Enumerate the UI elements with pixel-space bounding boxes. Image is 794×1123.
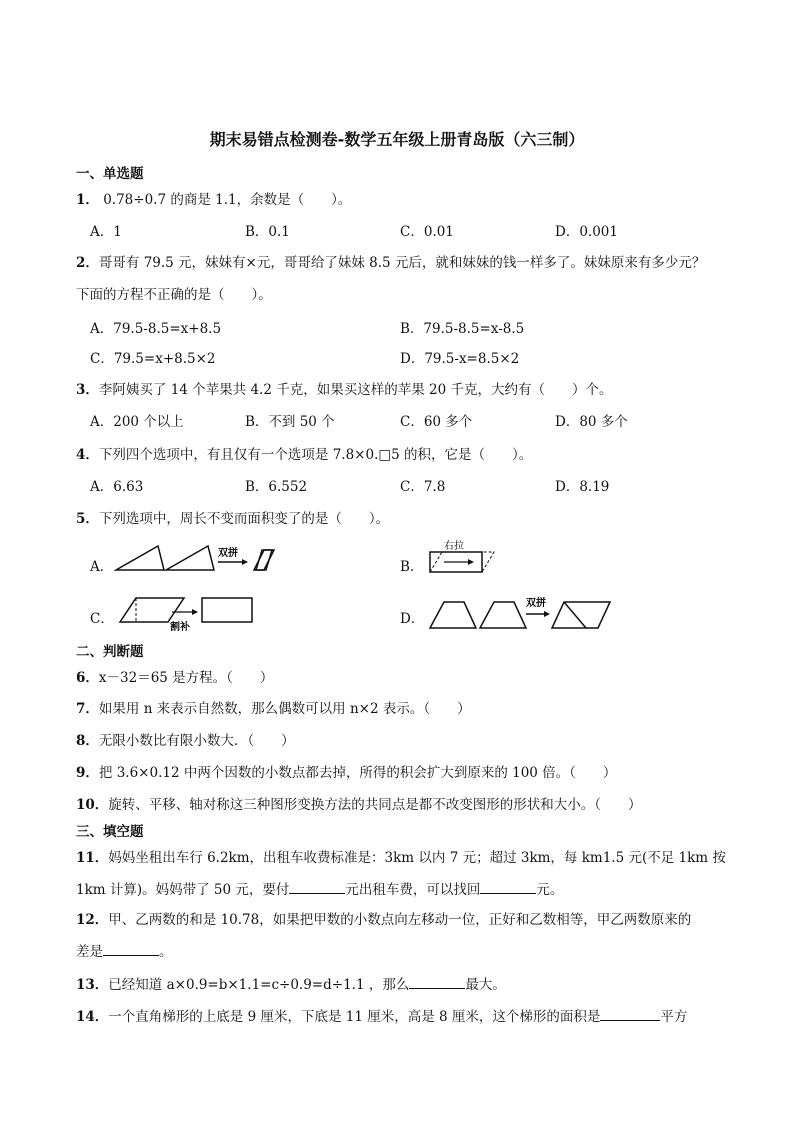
question-12: 12．甲、乙两数的和是 10.78，如果把甲数的小数点向左移动一位，正好和乙数相等，甲乙两数原来的 <box>76 912 692 928</box>
q3-option-d[interactable]: D．80 多个 <box>555 414 628 430</box>
question-2: 2．哥哥有 79.5 元，妹妹有×元，哥哥给了妹妹 8.5 元后，就和妹妹的钱一样多了。妹妹原来有多少元？ <box>76 255 706 271</box>
q4-option-c[interactable]: C．7.8 <box>400 479 446 495</box>
question-6: 6．x－32＝65 是方程。（ ） <box>76 670 274 686</box>
question-3: 3．李阿姨买了 14 个苹果共 4.2 千克，如果买这样的苹果 20 千克，大约有（ ）个。 <box>76 382 613 398</box>
q5-option-b[interactable]: B． <box>400 559 424 575</box>
q2-option-a[interactable]: A．79.5-8.5=x+8.5 <box>90 321 222 337</box>
q4-option-d[interactable]: D．8.19 <box>555 479 610 495</box>
q5-option-d[interactable]: D． <box>400 611 425 627</box>
question-11: 11．妈妈坐租出车行 6.2km，出租车收费标准是：3km 以内 7 元；超过 3km，每 km1.5 元(不足 1km 按 <box>76 850 726 866</box>
question-1: 1． 0.78÷0.7 的商是 1.1，余数是（ ）。 <box>76 192 352 208</box>
q5-c-label: 割补 <box>170 622 190 633</box>
q5-b-label: 右拉 <box>444 541 464 552</box>
q12-blank[interactable] <box>103 943 159 956</box>
q5-figure-a <box>114 540 279 576</box>
q2-option-b[interactable]: B．79.5-8.5=x-8.5 <box>400 321 525 337</box>
q11-blank-change[interactable] <box>480 881 536 894</box>
question-8: 8．无限小数比有限小数大．（ ） <box>76 733 295 749</box>
section-heading-single-choice: 一、单选题 <box>76 166 144 182</box>
q3-option-b[interactable]: B．不到 50 个 <box>245 414 335 430</box>
question-13: 13．已经知道 a×0.9=b×1.1=c÷0.9=d÷1.1 ，那么 最大。 <box>76 977 506 993</box>
q2-option-c[interactable]: C．79.5=x+8.5×2 <box>90 351 216 367</box>
q5-option-c[interactable]: C． <box>90 611 114 627</box>
q13-blank[interactable] <box>409 976 465 989</box>
q11-blank-fare[interactable] <box>289 881 345 894</box>
q5-figure-c <box>114 594 264 634</box>
q2-option-d[interactable]: D．79.5-x=8.5×2 <box>400 351 520 367</box>
question-14: 14．一个直角梯形的上底是 9 厘米，下底是 11 厘米，高是 8 厘米，这个梯形的面积是 平方 <box>76 1009 688 1025</box>
q1-option-c[interactable]: C．0.01 <box>400 224 454 240</box>
q1-option-d[interactable]: D．0.001 <box>555 224 618 240</box>
q4-option-b[interactable]: B．6.552 <box>245 479 308 495</box>
q1-option-a[interactable]: A．1 <box>90 224 122 240</box>
q5-d-label: 双拼 <box>526 598 546 609</box>
question-2-line2: 下面的方程不正确的是（ ）。 <box>76 287 272 303</box>
q5-figure-b <box>424 538 504 578</box>
q5-figure-d <box>426 594 616 634</box>
question-11-line2: 1km 计算)。妈妈带了 50 元，要付 元出租车费，可以找回 元。 <box>76 882 564 898</box>
page-title: 期末易错点检测卷-数学五年级上册青岛版（六三制） <box>209 130 585 149</box>
q1-option-b[interactable]: B．0.1 <box>245 224 290 240</box>
question-7: 7．如果用 n 来表示自然数，那么偶数可以用 n×2 表示。（ ） <box>76 701 471 717</box>
question-10: 10．旋转、平移、轴对称这三种图形变换方法的共同点是都不改变图形的形状和大小。（ ） <box>76 797 642 813</box>
question-12-line2: 差是 。 <box>76 944 173 960</box>
section-heading-true-false: 二、判断题 <box>76 644 144 660</box>
q5-a-label: 双拼 <box>218 548 238 559</box>
q4-option-a[interactable]: A．6.63 <box>90 479 144 495</box>
q14-blank[interactable] <box>600 1008 660 1021</box>
q3-option-c[interactable]: C．60 多个 <box>400 414 473 430</box>
question-4: 4．下列四个选项中，有且仅有一个选项是 7.8×0.□5 的积，它是（ ）。 <box>76 447 533 463</box>
question-5: 5．下列选项中，周长不变而面积变了的是（ ）。 <box>76 511 390 527</box>
q3-option-a[interactable]: A．200 个以上 <box>90 414 184 430</box>
question-9: 9．把 3.6×0.12 中两个因数的小数点都去掉，所得的积会扩大到原来的 100 倍。（ ） <box>76 765 617 781</box>
section-heading-fill-blank: 三、填空题 <box>76 824 144 840</box>
q5-option-a[interactable]: A． <box>90 559 114 575</box>
